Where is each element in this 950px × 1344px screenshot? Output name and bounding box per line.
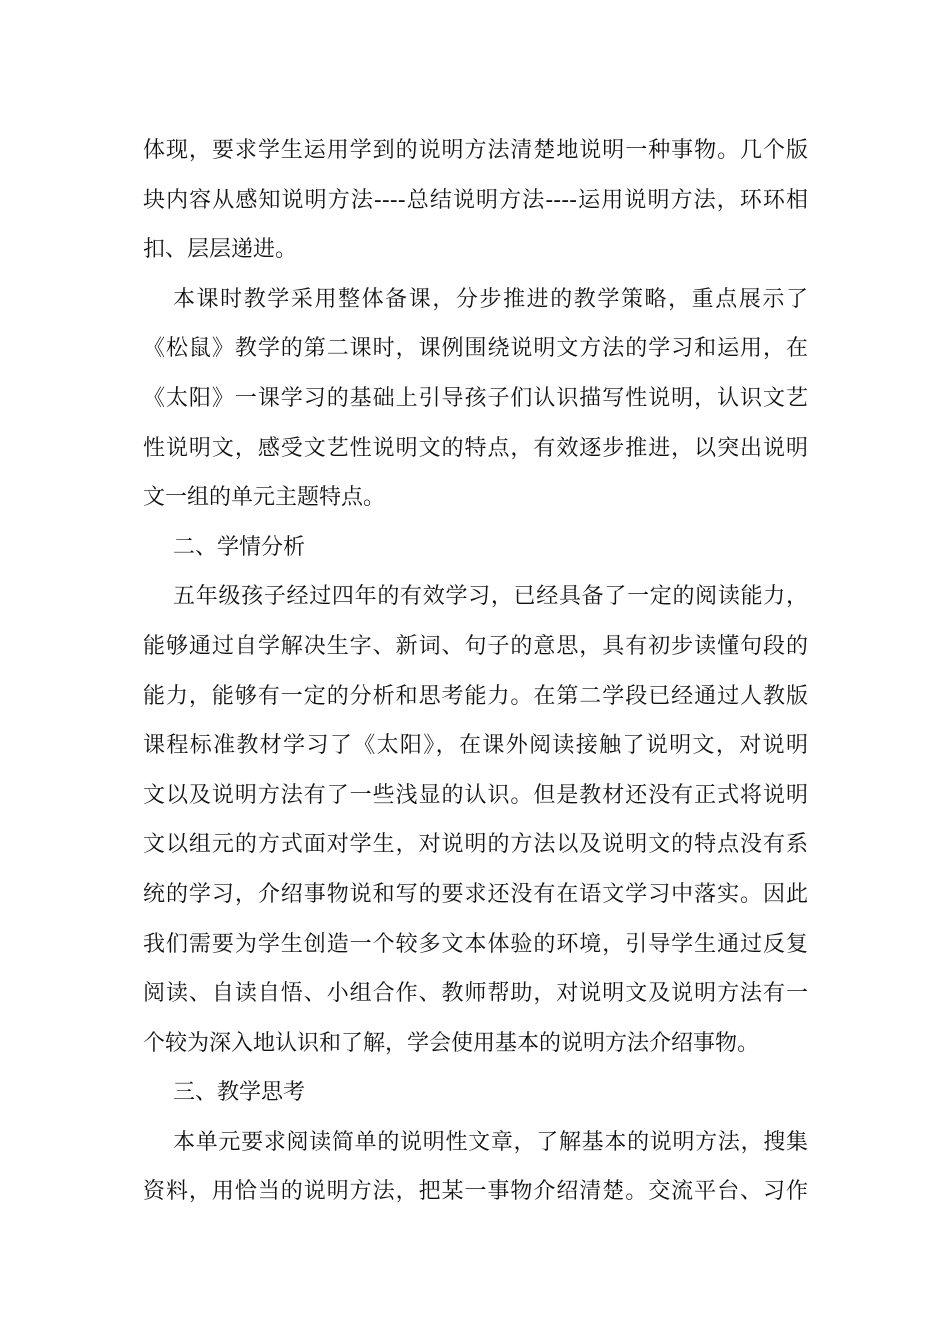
text-line: 本单元要求阅读简单的说明性文章，了解基本的说明方法，搜集 xyxy=(173,1129,808,1155)
text-line: 五年级孩子经过四年的有效学习，已经具备了一定的阅读能力， xyxy=(173,584,808,610)
text-line: 本课时教学采用整体备课，分步推进的教学策略，重点展示了 xyxy=(173,286,808,312)
text-line: 块内容从感知说明方法----总结说明方法----运用说明方法，环环相 xyxy=(143,187,808,213)
text-line: 我们需要为学生创造一个较多文本体验的环境，引导学生通过反复 xyxy=(143,931,808,957)
text-line: 扣、层层递进。 xyxy=(143,237,298,263)
text-line: 资料，用恰当的说明方法，把某一事物介绍清楚。交流平台、习作 xyxy=(143,1179,808,1205)
text-line: 统的学习，介绍事物说和写的要求还没有在语文学习中落实。因此 xyxy=(143,881,808,907)
text-line: 文一组的单元主题特点。 xyxy=(143,485,386,511)
text-line: 《太阳》一课学习的基础上引导孩子们认识描写性说明，认识文艺 xyxy=(143,385,808,411)
text-line: 课程标准教材学习了《太阳》，在课外阅读接触了说明文，对说明 xyxy=(143,733,808,759)
text-line: 能力，能够有一定的分析和思考能力。在第二学段已经通过人教版 xyxy=(143,683,808,709)
text-line: 《松鼠》教学的第二课时，课例围绕说明文方法的学习和运用，在 xyxy=(143,336,808,362)
text-line: 三、教学思考 xyxy=(173,1080,306,1106)
text-line: 二、学情分析 xyxy=(173,534,306,560)
document-body xyxy=(143,126,808,1217)
text-line: 个较为深入地认识和了解，学会使用基本的说明方法介绍事物。 xyxy=(143,1030,760,1056)
text-line: 性说明文，感受文艺性说明文的特点，有效逐步推进，以突出说明 xyxy=(143,435,808,461)
text-line: 文以及说明方法有了一些浅显的认识。但是教材还没有正式将说明 xyxy=(143,782,808,808)
text-line: 体现，要求学生运用学到的说明方法清楚地说明一种事物。几个版 xyxy=(143,138,808,163)
text-line: 阅读、自读自悟、小组合作、教师帮助，对说明文及说明方法有一 xyxy=(143,981,808,1007)
text-line: 文以组元的方式面对学生，对说明的方法以及说明文的特点没有系 xyxy=(143,832,808,858)
text-line: 能够通过自学解决生字、新词、句子的意思，具有初步读懂句段的 xyxy=(143,633,808,659)
